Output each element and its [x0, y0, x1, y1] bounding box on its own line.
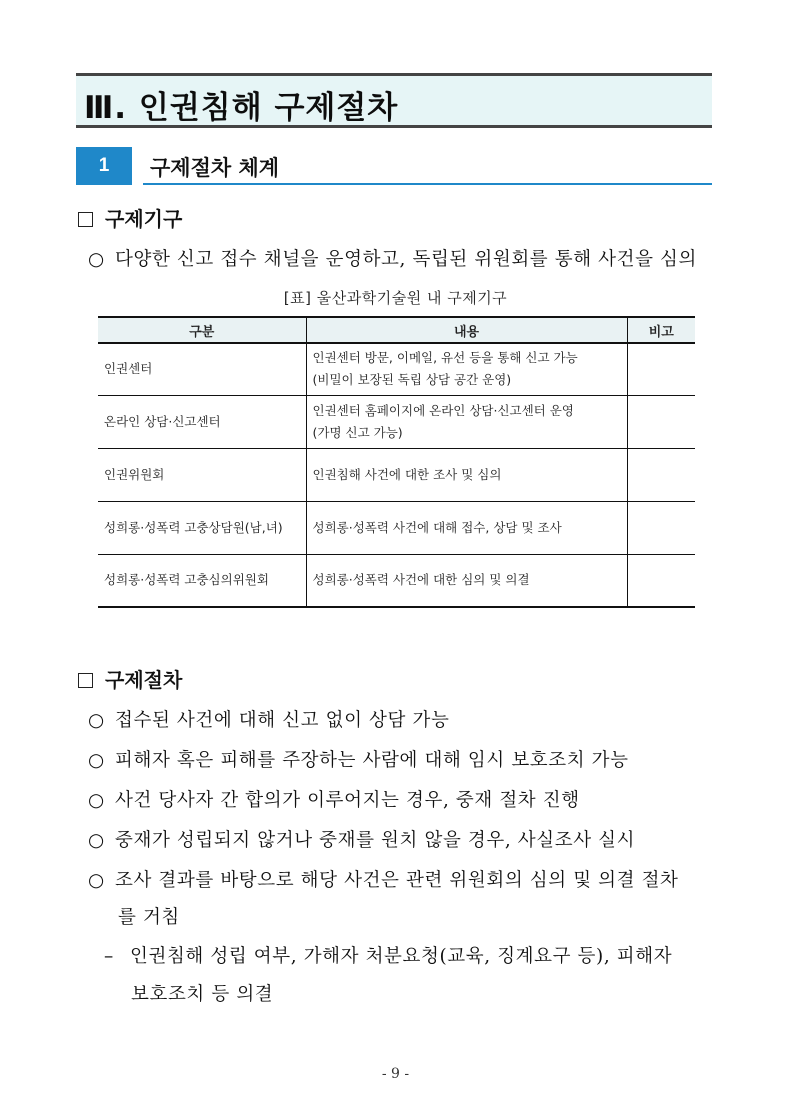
table-header-category: 구분 [98, 317, 306, 343]
section-number-badge: 1 [76, 147, 132, 185]
page-number: - 9 - [381, 1066, 410, 1082]
heading-remedy-bodies-label: 구제기구 [105, 207, 183, 231]
table-cell-note [627, 448, 695, 501]
table-cell-content: 성희롱·성폭력 사건에 대한 심의 및 의결 [306, 554, 627, 607]
table-caption: [표] 울산과학기술원 내 구제기구 [283, 289, 508, 307]
chapter-title: Ⅲ. 인권침해 구제절차 [84, 90, 399, 126]
table-cell-category: 성희롱·성폭력 고충심의위원회 [98, 554, 306, 607]
section-underline [143, 183, 712, 185]
table-cell-content [306, 395, 627, 448]
table-cell-content: 성희롱·성폭력 사건에 대해 접수, 상담 및 조사 [306, 501, 627, 554]
table-header-row [98, 317, 695, 343]
procedure-bullet [88, 826, 635, 852]
table-cell-note [627, 395, 695, 448]
procedure-bullet [88, 866, 679, 892]
table-header-note: 비고 [627, 317, 695, 343]
table-cell-category: 온라인 상담·신고센터 [98, 395, 306, 448]
checkbox-square-icon [78, 673, 93, 688]
table-cell-content [306, 343, 627, 395]
intro-bullet [88, 245, 697, 271]
table-row [98, 343, 695, 395]
remedy-bodies-table [98, 316, 695, 608]
procedure-bullet [88, 786, 580, 812]
table-row [98, 501, 695, 554]
procedure-bullet-text: 중재가 성립되지 않거나 중재를 원치 않을 경우, 사실조사 실시 [115, 830, 636, 851]
content-line: (가명 신고 가능) [312, 424, 403, 440]
content-line: 인권센터 방문, 이메일, 유선 등을 통해 신고 가능 [312, 350, 578, 366]
sub-item-continuation: 보호조치 등 의결 [131, 984, 274, 1005]
content-line: 인권센터 홈페이지에 온라인 상담·신고센터 운영 [312, 402, 574, 418]
table-cell-note [627, 554, 695, 607]
table-cell-category: 인권센터 [98, 343, 306, 395]
table-cell-category: 성희롱·성폭력 고충상담원(남,녀) [98, 501, 306, 554]
table-header-content: 내용 [306, 317, 627, 343]
circle-bullet-icon: ○ [88, 790, 105, 811]
table-row [98, 448, 695, 501]
heading-remedy-procedure-label: 구제절차 [105, 668, 183, 692]
procedure-bullet-text: 조사 결과를 바탕으로 해당 사건은 관련 위원회의 심의 및 의결 절차 [115, 870, 679, 891]
table-cell-category: 인권위원회 [98, 448, 306, 501]
sub-item-text: 인권침해 성립 여부, 가해자 처분요청(교육, 징계요구 등), 피해자 [130, 946, 673, 967]
procedure-bullet-text: 사건 당사자 간 합의가 이루어지는 경우, 중재 절차 진행 [115, 790, 580, 811]
intro-bullet-text: 다양한 신고 접수 채널을 운영하고, 독립된 위원회를 통해 사건을 심의 [115, 249, 697, 270]
sub-item [104, 942, 672, 968]
table-row [98, 395, 695, 448]
circle-bullet-icon: ○ [88, 870, 105, 891]
heading-remedy-procedure [78, 664, 182, 693]
content-line: (비밀이 보장된 독립 상담 공간 운영) [312, 372, 512, 388]
table-cell-note [627, 501, 695, 554]
procedure-bullet [88, 746, 629, 772]
chapter-header [76, 73, 712, 128]
table-cell-note [627, 343, 695, 395]
table-cell-content: 인권침해 사건에 대한 조사 및 심의 [306, 448, 627, 501]
circle-bullet-icon: ○ [88, 750, 105, 771]
table-row [98, 554, 695, 607]
circle-bullet-icon: ○ [88, 710, 105, 731]
procedure-bullet-text: 피해자 혹은 피해를 주장하는 사람에 대해 임시 보호조치 가능 [115, 750, 629, 771]
section-title: 구제절차 체계 [150, 156, 280, 180]
circle-bullet-icon: ○ [88, 830, 105, 851]
circle-bullet-icon: ○ [88, 249, 105, 270]
procedure-bullet [88, 706, 449, 732]
procedure-bullet-text: 접수된 사건에 대해 신고 없이 상담 가능 [115, 710, 450, 731]
checkbox-square-icon [78, 212, 93, 227]
heading-remedy-bodies [78, 203, 182, 232]
procedure-bullet-continuation: 를 거침 [118, 907, 180, 928]
dash-bullet-icon: – [104, 946, 114, 967]
